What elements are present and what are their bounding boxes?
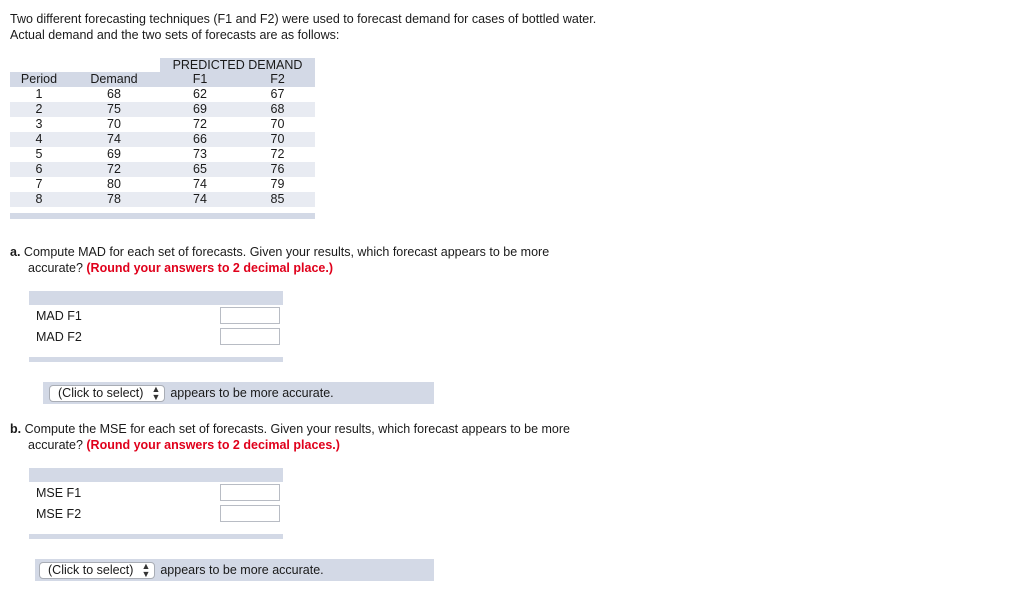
answer-table-footer (29, 357, 283, 362)
mad-f1-input[interactable] (220, 307, 280, 324)
cell-f2: 85 (270, 192, 285, 206)
cell-demand: 74 (107, 132, 121, 146)
select-updown-icon: ▲ ▼ (141, 561, 151, 579)
mad-f2-input[interactable] (220, 328, 280, 345)
cell-period: 4 (35, 132, 43, 146)
predicted-demand-header: PREDICTED DEMAND (160, 58, 315, 72)
answer-row-mad-f2 (29, 326, 283, 347)
table-footer-bar (10, 213, 315, 219)
table-row (10, 132, 315, 147)
part-b-select-value: (Click to select) (48, 563, 134, 577)
part-b-letter: b. (10, 422, 22, 436)
column-header-f2: F2 (270, 72, 285, 86)
cell-f1: 74 (193, 177, 207, 191)
mse-f1-input[interactable] (220, 484, 280, 501)
part-b-text-cont: accurate? (28, 438, 83, 452)
table-row (10, 102, 315, 117)
part-b-forecast-select[interactable] (39, 562, 155, 579)
answer-row-mad-f1 (29, 305, 283, 326)
table-row (10, 177, 315, 192)
cell-demand: 80 (107, 177, 121, 191)
cell-f2: 68 (270, 102, 285, 116)
column-header-demand: Demand (90, 72, 138, 86)
part-b-accuracy-bar (35, 559, 434, 581)
part-b-rounding-hint: (Round your answers to 2 decimal places.) (86, 438, 340, 452)
cell-demand: 70 (107, 117, 121, 131)
table-row (10, 162, 315, 177)
table-row (10, 117, 315, 132)
answer-table-header (29, 291, 283, 305)
part-a-accuracy-text: appears to be more accurate. (170, 386, 334, 400)
cell-f2: 76 (270, 162, 285, 176)
answer-row-mse-f1 (29, 482, 283, 503)
answer-table-header (29, 468, 283, 482)
table-row (10, 147, 315, 162)
mad-answer-table (29, 291, 283, 362)
cell-f1: 69 (193, 102, 207, 116)
mse-answer-table (29, 468, 283, 539)
intro-line-1: Two different forecasting techniques (F1 and F2) were used to forecast demand for cases of bottled water. (10, 12, 597, 26)
part-a-forecast-select[interactable] (49, 385, 165, 402)
problem-intro (10, 11, 596, 43)
cell-period: 8 (35, 192, 43, 206)
cell-f1: 72 (193, 117, 207, 131)
cell-f1: 73 (193, 147, 207, 161)
cell-period: 6 (35, 162, 43, 176)
table-row (10, 192, 315, 207)
cell-period: 7 (35, 177, 43, 191)
mse-f1-label: MSE F1 (36, 485, 82, 500)
intro-line-2: Actual demand and the two sets of forecasts are as follows: (10, 28, 340, 42)
part-a-question (10, 244, 549, 276)
cell-period: 1 (35, 87, 43, 101)
mad-f1-label: MAD F1 (36, 308, 82, 323)
part-a-text: Compute MAD for each set of forecasts. Given your results, which forecast appears to be more (23, 245, 550, 259)
table-header-row (10, 72, 315, 87)
cell-demand: 69 (107, 147, 121, 161)
part-b-text: Compute the MSE for each set of forecasts. Given your results, which forecast appears to be more (24, 422, 570, 436)
part-b-accuracy-text: appears to be more accurate. (160, 563, 324, 577)
cell-f1: 65 (193, 162, 207, 176)
cell-demand: 78 (107, 192, 121, 206)
cell-demand: 75 (107, 102, 121, 116)
cell-f2: 79 (270, 177, 285, 191)
mse-f2-input[interactable] (220, 505, 280, 522)
mse-f2-label: MSE F2 (36, 506, 82, 521)
table-row (10, 87, 315, 102)
cell-f1: 66 (193, 132, 207, 146)
part-a-text-cont: accurate? (28, 261, 83, 275)
cell-period: 5 (35, 147, 43, 161)
part-a-rounding-hint: (Round your answers to 2 decimal place.) (86, 261, 333, 275)
cell-demand: 72 (107, 162, 121, 176)
cell-f2: 67 (270, 87, 285, 101)
cell-f2: 70 (270, 117, 285, 131)
part-a-select-value: (Click to select) (58, 386, 144, 400)
answer-table-footer (29, 534, 283, 539)
table-group-header-row (10, 58, 315, 72)
answer-row-mse-f2 (29, 503, 283, 524)
cell-f2: 70 (270, 132, 285, 146)
part-a-accuracy-bar (43, 382, 434, 404)
part-b-question (10, 421, 570, 453)
mad-f2-label: MAD F2 (36, 329, 82, 344)
cell-f1: 62 (193, 87, 207, 101)
demand-table (10, 58, 315, 219)
column-header-f1: F1 (192, 72, 208, 86)
column-header-period: Period (20, 72, 58, 86)
cell-f2: 72 (270, 147, 285, 161)
cell-period: 3 (35, 117, 43, 131)
part-a-letter: a. (10, 245, 21, 259)
cell-period: 2 (35, 102, 43, 116)
cell-f1: 74 (193, 192, 207, 206)
select-updown-icon: ▲ ▼ (151, 384, 161, 402)
cell-demand: 68 (107, 87, 121, 101)
